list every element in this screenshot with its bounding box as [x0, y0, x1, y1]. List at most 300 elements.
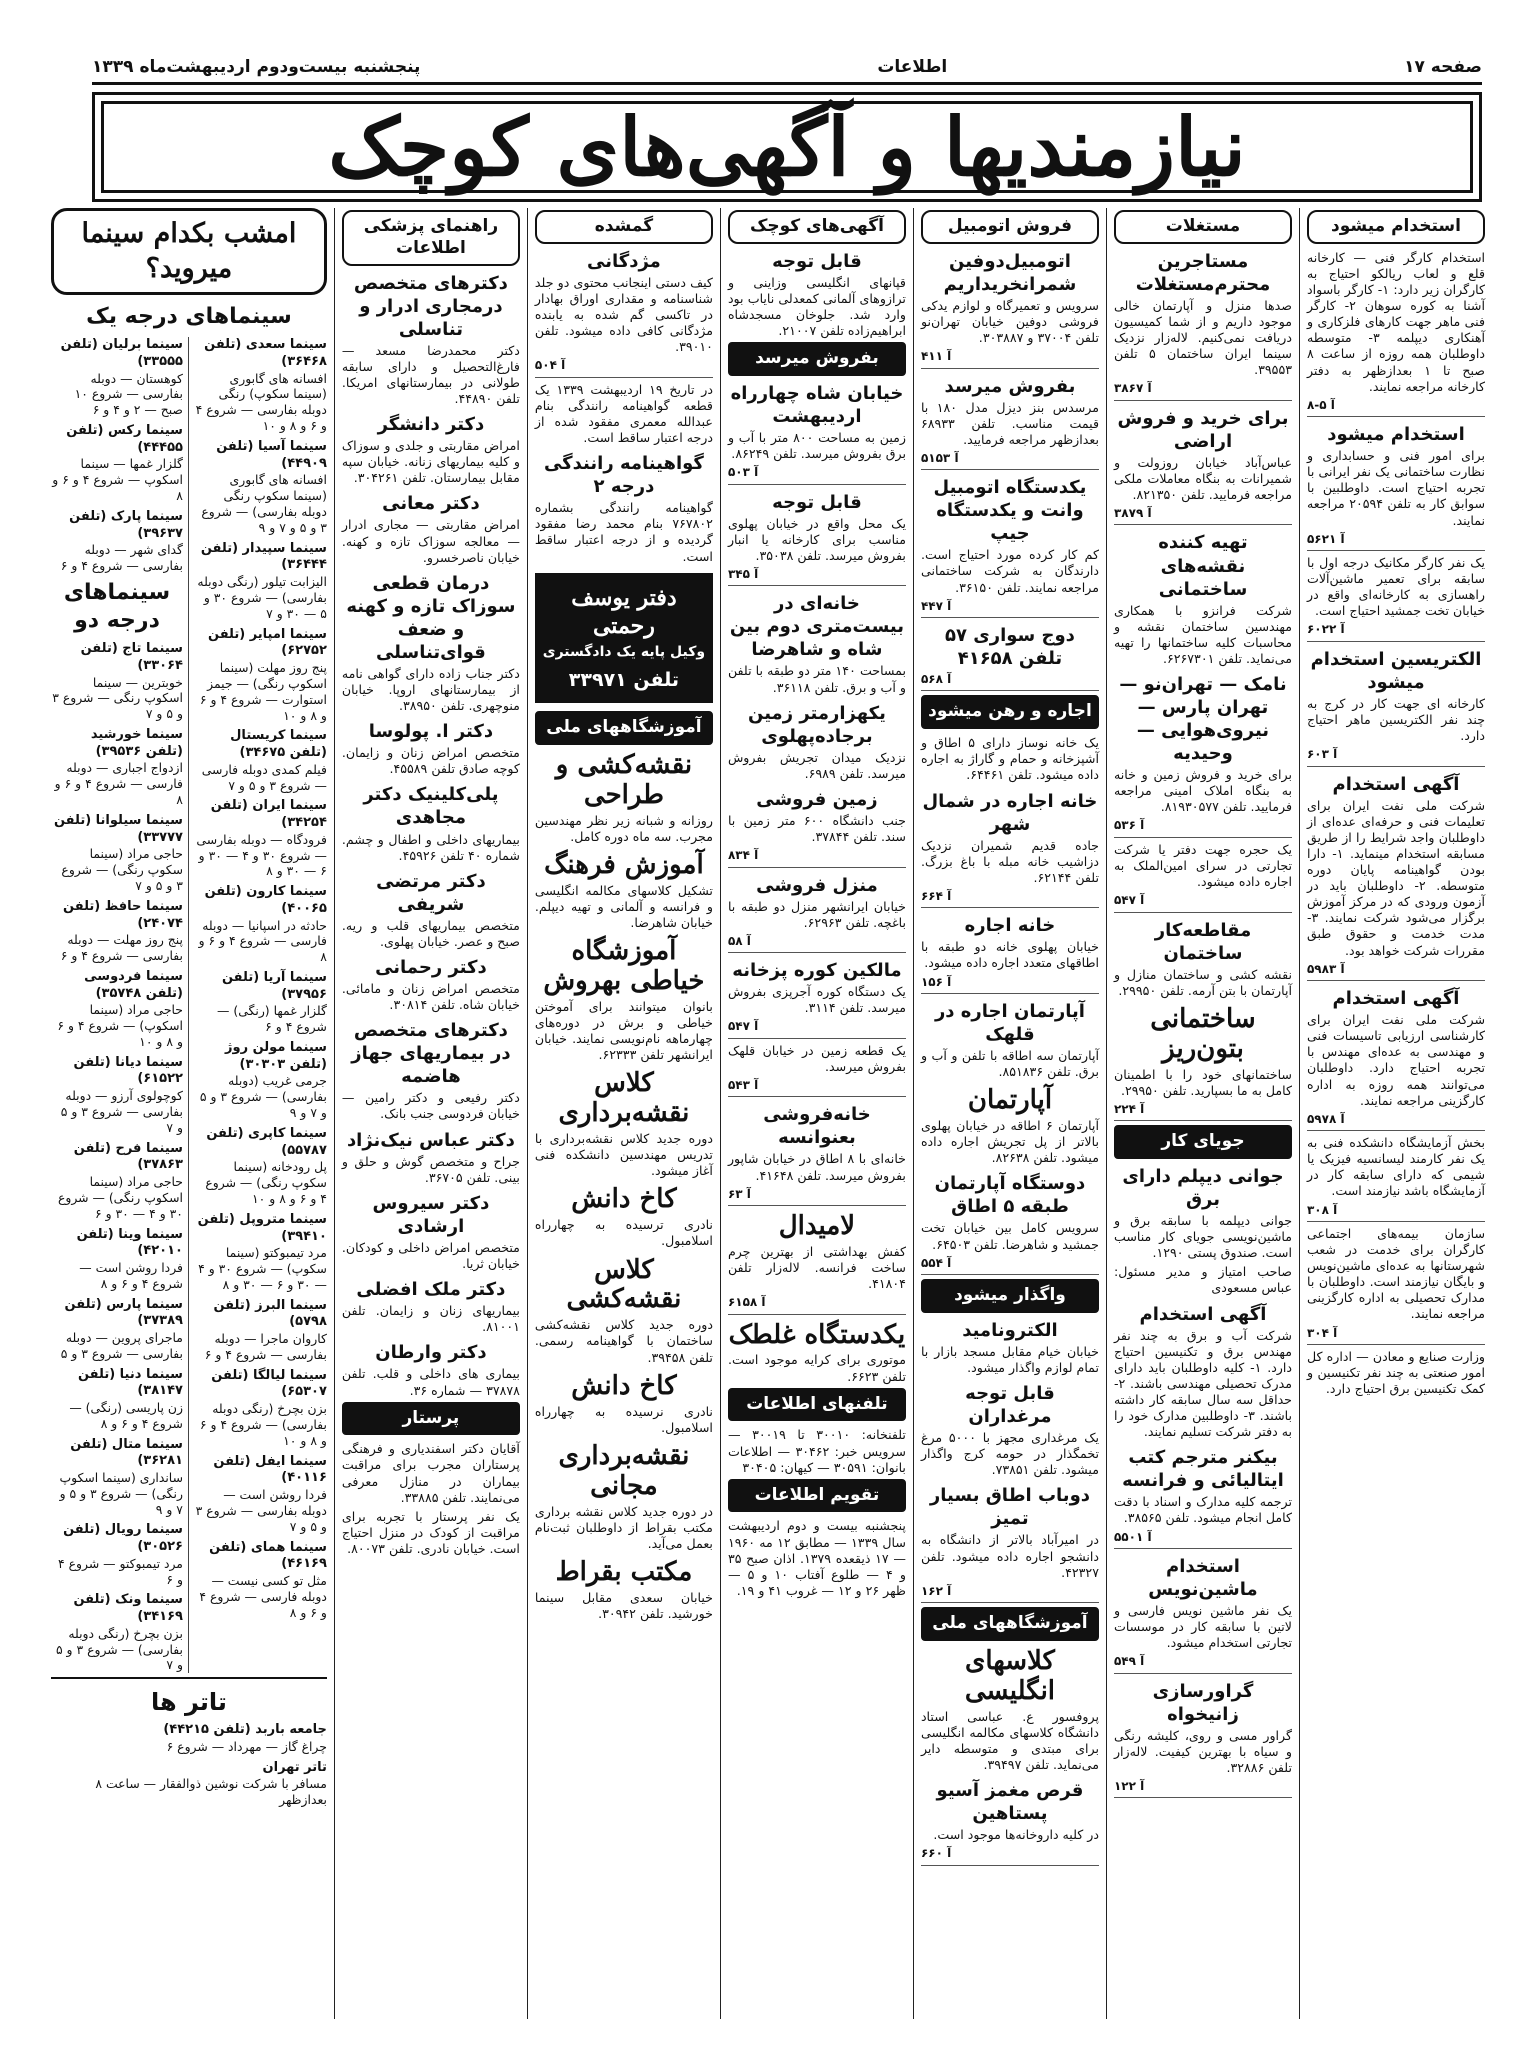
cinema-listing — [195, 439, 327, 536]
ad-headline: استخدام میشود — [1327, 424, 1465, 446]
ad-reference-code: ۵۰۳ آ — [728, 465, 906, 484]
ad-reference-code: ۳۸۷۹ آ — [1114, 506, 1292, 525]
ad-reference-code: ۵۶۲۱ آ — [1307, 532, 1485, 551]
cinema-showing: بزن بچرخ (رنگی دوبله بفارسی) — شروع ۳ و ۵ و ۷ — [55, 1625, 183, 1673]
issue-date: پنجشنبه بیست‌ودوم اردیبهشت‌ماه ۱۳۳۹ — [92, 57, 421, 77]
cinema-showing: حادثه در اسپانیا — دوبله فارسی — شروع ۴ و ۶ و ۸ — [198, 917, 327, 965]
cinema-listing — [51, 727, 183, 808]
ad-reference-code: ۵۵۴ آ — [921, 1256, 1099, 1275]
ad-display-headline: یکدستگاه غلطک — [728, 1319, 906, 1350]
cinema-showing: کوچولوی آرزو — دوبله بفارسی — شروع ۳ و ۵ و ۷ — [60, 1088, 183, 1135]
classified-ad-text: صدها منزل و آپارتمان خالی موجود داریم و از شما کمیسیون دریافت نمی‌کنیم. لاله‌زار نزدیک سینما ایران ساختمان ۵ تلفن ۳۹۵۵۳. — [1113, 297, 1292, 378]
paper-name: اطلاعات — [877, 57, 948, 77]
cinema-showing: حاجی مراد (سینما اسکوپ) — شروع ۴ و ۶ و ۸ و ۱۰ — [57, 1002, 183, 1049]
classifieds-banner — [92, 92, 1482, 202]
cinema-listing — [195, 1126, 327, 1207]
classified-ad-text: پروفسور ع. عباسی استاد دانشگاه کلاسهای مکالمه انگلیسی برای مبتدی و متوسطه دایر می‌نماید. تلفن ۳۹۴۹۷. — [920, 1708, 1099, 1772]
ad-reference-code: ۴۴۷ آ — [921, 599, 1099, 618]
ad-headline: مژدگانی — [587, 250, 661, 272]
boxed-ad-title: وکیل پایه یک دادگستری — [542, 643, 706, 660]
cinema-listing — [195, 1298, 327, 1363]
ad-headline: استخدام ماشین‌نویس — [1148, 1555, 1258, 1600]
page-number: صفحه ۱۷ — [1404, 57, 1482, 77]
cinema-listing — [51, 337, 183, 418]
banner-title: نیازمندیها و آگهی‌های کوچک — [328, 100, 1246, 194]
ad-reference-code: ۱۵۶ آ — [921, 975, 1099, 994]
classified-ad-text: بخش آزمایشگاه دانشکده فنی به یک نفر کارمند لیسانسیه فیزیک یا شیمی که دارای سابقه کار در آزمایشگاه باشد نیازمند است. — [1306, 1135, 1485, 1199]
column-4 — [720, 208, 913, 2019]
ad-display-headline: مکتب بقراط — [555, 1556, 693, 1587]
ad-headline: دکترهای متخصص درمجاری ادرار و تناسلی — [353, 272, 508, 340]
ad-reference-code: ۵۴۷ آ — [728, 1019, 906, 1038]
cinema-name: سینما مولن روژ (تلفن ۳۰۳۰۳) — [225, 1040, 327, 1072]
ad-headline: دکتر ملک افضلی — [356, 1279, 506, 1301]
classified-ad-text: گراور مسی و روی، کلیشه رنگی و سیاه با بهترین کیفیت. لاله‌زار تلفن ۳۲۸۸۶. — [1113, 1727, 1292, 1775]
cinema-showing: حاجی مراد (سینما اسکوپ رنگی) — شروع ۳۰ و ۴ — ۳۰ و ۶ — [57, 1173, 183, 1221]
ad-reference-code: ۶۳ آ — [728, 1187, 906, 1206]
cinema-listing — [51, 1437, 183, 1518]
ad-headline: خانه اجاره در شمال شهر — [922, 790, 1098, 835]
ad-display-headline: نقشه‌کشی و طراحی — [555, 749, 693, 810]
section-heading: آموزشگاههای ملی — [535, 711, 713, 745]
column-section-heading: فروش اتومبیل — [921, 210, 1099, 244]
ad-headline: جوانی دیپلم دارای برق — [1122, 1165, 1284, 1210]
classified-ad-text: آپارتمان ۶ اطاقه در خیابان پهلوی بالاتر از پل تجریش اجاره داده میشود. تلفن ۸۲۶۳۸. — [920, 1118, 1099, 1166]
classified-ad-text: سرویس کامل بین خیابان تخت جمشید و شاهرضا. تلفن ۶۴۵۰۳. — [920, 1220, 1099, 1252]
classified-ad-text: دکتر جناب زاده دارای گواهی نامه از بیمارستانهای اروپا. خیابان منوچهری. تلفن ۳۸۹۵۰. — [341, 665, 520, 714]
classified-ad-text: شرکت فرانزو با همکاری مهندسین ساختمان نقشه و محاسبات کلیه ساختمانها را تهیه می‌نماید. تلفن ۶۲۶۷۳۰۱. — [1113, 602, 1292, 666]
ad-reference-code: ۱۶۲ آ — [921, 1584, 1099, 1603]
cinema-listing — [51, 899, 183, 964]
cinema-showing: جرمی غریب (دوبله بفارسی) — شروع ۳ و ۵ و ۷ و ۹ — [199, 1073, 327, 1121]
classified-ad-text: نقشه کشی و ساختمان منازل و آپارتمان با بتن آرمه. تلفن ۲۹۹۵۰. — [1113, 966, 1292, 998]
cinema-class-heading: سینماهای درجه یک — [86, 304, 292, 330]
cinema-name: سینما سعدی (تلفن ۳۶۴۶۸) — [204, 337, 327, 369]
ad-display-headline: کلاس نقشه‌کشی — [566, 1254, 682, 1315]
cinema-name: سینما کارون (تلفن ۴۰۰۶۵) — [204, 884, 327, 916]
ad-reference-code: ۳۴۵ آ — [728, 567, 906, 586]
ad-headline: نامک — تهران‌نو — تهران پارس — نیروی‌هوایی — وحیدیه — [1119, 674, 1287, 765]
ad-headline: آگهی استخدام — [1332, 773, 1460, 795]
cinema-name: سینما دیانا (تلفن ۶۱۵۲۲) — [73, 1054, 183, 1087]
column-2 — [1106, 208, 1299, 2019]
ad-reference-code: ۵۸ آ — [728, 934, 906, 953]
ad-headline: قابل توجه — [772, 250, 862, 272]
classified-ad-text: بیماری های داخلی و قلب. تلفن ۳۷۸۷۸ — شماره ۳۶. — [341, 1366, 520, 1398]
ad-reference-code: ۶۱۵۸ آ — [728, 1295, 906, 1314]
classified-ad-text: در تاریخ ۱۹ اردیبهشت ۱۳۳۹ یک قطعه گواهینامه رانندگی بنام عبدالله معمری مفقود شده از درجه اعتبار ساقط است. — [534, 381, 713, 446]
column-section-heading: استخدام میشود — [1307, 210, 1485, 244]
classified-ad-text: خیابان سعدی مقابل سینما خورشید. تلفن ۳۰۹۴۲. — [534, 1589, 713, 1621]
cinema-name: سینما سیلوانا (تلفن ۳۳۷۷۷) — [53, 813, 183, 845]
ad-headline: دکتر مرتضی شریفی — [376, 870, 486, 915]
cinema-listing — [51, 509, 183, 574]
classified-ad-text: گواهینامه رانندگی بشماره ۷۶۷۸۰۲ بنام محمد رضا مفقود گردیده و از درجه اعتبار ساقط است. — [534, 500, 713, 564]
ad-headline: دوستگاه آپارتمان طبقه ۵ اطاق — [934, 1173, 1086, 1218]
ad-headline: دکتر رحمانی — [375, 957, 487, 979]
cinema-listing — [51, 1055, 183, 1136]
ad-reference-code: ۵۶۸ آ — [921, 672, 1099, 691]
ad-reference-code: ۵۱۵۳ آ — [921, 451, 1099, 470]
ad-headline: یکدستگاه اتومبیل وانت و یکدستگاه جیپ — [933, 477, 1087, 545]
ad-display-headline: آموزش فرهنگ — [544, 849, 704, 880]
cinema-name: سینما پارک (تلفن ۳۹۶۳۷) — [69, 509, 183, 541]
cinema-listing — [51, 1227, 183, 1292]
classified-ad-text: شرکت ملی نفت ایران برای کارشناسی ارزیابی تاسیسات فنی و مهندسی به عده‌ای مهندس با تجربه احتیاج دارد. داوطلبان می‌توانند همه روزه به اداره کارگزینی مراجعه نمایند. — [1306, 1012, 1485, 1108]
classified-ad-text: برای خرید و فروش زمین و خانه به بنگاه املاک امینی مراجعه فرمایید. تلفن ۸۱۹۳۰۵۷۷. — [1113, 767, 1292, 815]
classified-ad-text: در امیرآباد بالاتر از دانشگاه به دانشجو اجاره داده میشود. تلفن ۴۲۳۲۷. — [920, 1532, 1099, 1580]
ad-display-headline: کلاسهای انگلیسی — [964, 1645, 1056, 1706]
section-heading: بفروش میرسد — [728, 342, 906, 376]
classified-ad-text: متخصص امراض داخلی و کودکان. خیابان ثریا. — [341, 1239, 520, 1271]
ad-headline: دوج سواری ۵۷ تلفن ۴۱۶۵۸ — [944, 625, 1075, 670]
classified-ad-text: ترجمه کلیه مدارک و اسناد با دقت کامل انجام میشود. تلفن ۳۸۵۶۵. — [1113, 1494, 1292, 1526]
cinema-listing — [51, 1297, 183, 1362]
page-header-line — [92, 52, 1482, 85]
classified-ad-text: شرکت ملی نفت ایران برای تعلیمات فنی و حرفه‌ای عده‌ای از داوطلبان واجد شرایط را از طریق مسابقه استخدام مینماید. ۱- دارا بودن گواهینامه پایان دوره متوسطه. ۲- داوطلبان باید در آزمون ورودی که در مرکز آموزش برگزار می‌شود شرکت نمایند. ۳- مدت خدمت و حقوق طبق مقررات شرکت خواهد بود. — [1306, 797, 1485, 958]
classified-ad-text: یک خانه نوساز دارای ۵ اطاق و آشپزخانه و حمام و گاراژ به اجاره داده میشود. تلفن ۶۴۴۶۱. — [920, 735, 1099, 783]
ad-headline: دکتر دانشگر — [377, 414, 485, 436]
theatre-showing: مسافر با شرکت نوشین ذوالفقار — ساعت ۸ بعدازظهر — [95, 1776, 327, 1808]
cinema-showing: پنج روز مهلت (سینما اسکوپ رنگی) — جیمز استوارت — شروع ۴ و ۶ و ۸ و ۱۰ — [199, 659, 327, 723]
boxed-ad-name: دفتر یوسف رحمتی — [571, 584, 677, 639]
ad-headline: الکتریسین استخدام میشود — [1310, 648, 1482, 693]
cinema-name: سینما فرح (تلفن ۳۷۸۶۳) — [73, 1140, 183, 1173]
cinema-listing — [195, 1540, 327, 1621]
classified-ad-text: یک نفر ماشین نویس فارسی و لاتین با سابقه کار در موسسات تجارتی استخدام میشود. — [1113, 1603, 1292, 1651]
cinema-showing: گلزار غمها — سینما اسکوپ — شروع ۴ و ۶ و ۸ — [52, 456, 183, 504]
ad-headline: مالکین کوره پزخانه — [732, 960, 902, 982]
theatre-listing — [51, 1722, 327, 1755]
ad-reference-code: ۵۵۰۱ آ — [1114, 1530, 1292, 1549]
ad-headline: دوباب اطاق بسیار تمیز — [929, 1485, 1090, 1530]
cinema-listings — [51, 337, 327, 1673]
cinema-showing: مثل تو کسی نیست — دوبله فارسی — شروع ۴ و ۶ و ۸ — [199, 1572, 327, 1620]
classified-ad-text: ساختمانهای خود را با اطمینان کامل به ما بسپارید. تلفن ۲۹۹۵۰. — [1113, 1066, 1292, 1098]
ad-headline: دکترهای متخصص در بیماریهای جهاز هاضمه — [351, 1020, 511, 1088]
cinema-name: سینما دنیا (تلفن ۳۸۱۴۷) — [77, 1366, 183, 1399]
cinema-listing — [195, 798, 327, 879]
classified-ad-text: جراح و متخصص گوش و حلق و بینی. تلفن ۳۶۷۰۵. — [341, 1153, 520, 1185]
classified-ad-text: سرویس و تعمیرگاه و لوازم یدکی فروشی دوفین خیابان تهران‌نو تلفن ۳۷۰۰۴ و ۳۰۳۸۸۷. — [920, 297, 1099, 346]
classified-ad-text: آپارتمان سه اطاقه با تلفن و آب و برق. تلفن ۸۵۱۸۳۶. — [920, 1047, 1099, 1080]
classified-ad-text: صاحب امتیاز و مدیر مسئول: عباس مسعودی — [1113, 1264, 1292, 1296]
ad-headline: گراورسازی زانیخواه — [1152, 1680, 1254, 1725]
cinema-listing — [195, 1040, 327, 1121]
classified-ad-text: کارخانه ای جهت کار در کرج به چند نفر الکتریسین ماهر احتیاج دارد. — [1306, 695, 1485, 744]
section-heading: واگذار میشود — [921, 1279, 1099, 1313]
classified-ad-text: زمین به مساحت ۸۰۰ متر با آب و برق بفروش میرسد. تلفن ۸۶۲۴۹. — [727, 430, 906, 462]
ad-headline: خانه‌فروشی بعنوانسه — [763, 1104, 871, 1149]
classified-ad-text: امراض مقاربتی و جلدی و سوزاک و کلیه بیماریهای زنانه. خیابان سپه مقابل بیمارستان. تلفن ۳۰۴۲۶۱. — [341, 438, 520, 486]
ad-display-headline: آموزشگاه خیاطی بهروش — [543, 936, 705, 997]
classified-ad-text: روزانه و شبانه زیر نظر مهندسین مجرب. سه ماه دوره کامل. — [534, 812, 713, 844]
cinema-name: سینما کریستال (تلفن ۳۴۶۷۵) — [230, 728, 327, 760]
classified-ad-text: دکتر محمدرضا مسعد — فارغ‌التحصیل و دارای سابقه طولانی در بیمارستانهای امریکا. تلفن ۴۴۸۹۰. — [341, 342, 520, 406]
ad-headline: بیکنر مترجم کتب ایتالیائی و فرانسه — [1122, 1447, 1284, 1492]
classified-ad-text: یک نفر پرستار با تجربه برای مراقبت از کودک در منزل احتیاج است. خیابان نادری. تلفن ۸۰۰۷۳. — [341, 1508, 520, 1557]
cinema-showing: فردا روشن است — دوبله بفارسی — شروع ۳ و ۵ و ۷ — [195, 1486, 327, 1534]
cinema-showing: کاروان ماجرا — دوبله بفارسی — شروع ۴ و ۶ — [204, 1331, 327, 1362]
cinema-listing — [51, 1367, 183, 1432]
cinema-showing: بزن بچرخ (رنگی دوبله بفارسی) — شروع ۴ و ۶ و ۸ و ۱۰ — [199, 1401, 327, 1448]
cinema-name: سینما رویال (تلفن ۳۰۵۲۶) — [63, 1522, 183, 1555]
cinema-name: سینما ایران (تلفن ۳۴۲۵۴) — [210, 798, 327, 830]
classified-ad-text: دوره جدید کلاس نقشه‌برداری با تدریس مهندسین دانشکده فنی آغاز میشود. — [534, 1131, 713, 1179]
cinema-showing: پل رودخانه (سینما سکوپ رنگی) — شروع ۴ و ۶ و ۸ و ۱۰ — [205, 1159, 327, 1206]
cinema-showing: مرد تیمبوکتو — شروع ۴ و ۶ — [58, 1555, 183, 1587]
cinema-listing — [195, 627, 327, 724]
cinema-name: سینما رکس (تلفن ۴۴۴۵۵) — [66, 423, 183, 455]
classified-ad-text: موتوری برای کرایه موجود است. تلفن ۶۶۲۳. — [727, 1352, 906, 1384]
ad-headline: پلی‌کلینیک دکتر مجاهدی — [363, 784, 499, 829]
classified-ad-text: نادری ترسیده به چهارراه اسلامبول. — [534, 1217, 713, 1249]
section-heading: جویای کار — [1114, 1125, 1292, 1159]
cinema-showing: مرد تیمبوکتو (سینما سکوپ) — شروع ۳۰ و ۴ — ۳۰ و ۶ — ۳۰ و ۸ — [198, 1245, 327, 1292]
cinema-listing — [195, 1368, 327, 1449]
classified-ad-text: خانه‌ای با ۸ اطاق در خیابان شاپور بفروش میرسد. تلفن ۴۱۶۴۸. — [727, 1151, 906, 1183]
column-section-heading: گمشده — [535, 210, 713, 244]
classified-ad-text: برای امور فنی و حسابداری و نظارت ساختمانی یک نفر ایرانی با تجربه احتیاج است. داوطلبین با سوابق کار به تلفن ۲۰۵۹۴ مراجعه نمایند. — [1306, 448, 1485, 528]
classified-ad-text: دوره جدید کلاس نقشه‌کشی ساختمان با گواهینامه رسمی. تلفن ۳۹۴۵۸. — [534, 1317, 713, 1365]
ad-reference-code: ۳۰۸ آ — [1307, 1203, 1485, 1222]
theatres-heading: تاتر ها — [150, 1688, 227, 1717]
classified-ad-text: جوانی دیپلمه با سابقه برق و ماشین‌نویسی جویای کار مناسب است. صندوق پستی ۱۲۹۰. — [1113, 1212, 1292, 1261]
classified-ad-text: تشکیل کلاسهای مکالمه انگلیسی و فرانسه و آلمانی و تهیه دیپلم. خیابان شاهرضا. — [534, 882, 713, 931]
classified-ad-text: سازمان بیمه‌های اجتماعی کارگران برای خدمت در شعب شهرستانها به عده‌ای ماشین‌نویس و بایگان نیازمند است. داوطلبان با مدارک تحصیلی به اداره کارگزینی مراجعه نمایند. — [1306, 1225, 1485, 1322]
column-section-heading: آگهی‌های کوچک — [728, 210, 906, 244]
cinema-name: سینما سپیدار (تلفن ۳۶۴۴۴) — [200, 540, 327, 573]
ad-headline: تهیه کننده نقشه‌های ساختمانی — [1158, 532, 1248, 600]
cinema-guide-title: امشب بکدام سینما میروید؟ — [51, 208, 327, 295]
ad-headline: گواهینامه رانندگی درجه ۲ — [543, 453, 704, 498]
ad-headline: آگهی استخدام — [1332, 988, 1460, 1010]
ad-headline: قابل توجه مرغداران — [965, 1383, 1055, 1428]
classified-ad-text: خیابان خیام مقابل مسجد بازار با تمام لوازم واگذار میشود. — [920, 1343, 1099, 1375]
ad-headline: دکتر سیروس ارشادی — [372, 1192, 490, 1237]
classified-ad-text: پنجشنبه بیست و دوم اردیبهشت سال ۱۳۳۹ — مطابق ۱۲ مه ۱۹۶۰ — ۱۷ ذیقعده ۱۳۷۹. اذان صبح ۳۵ و ۴ — طلوع آفتاب ۱۰ و ۵ — ظهر ۲۶ و ۱۲ — غروب ۴۱ و ۱۹. — [727, 1518, 906, 1598]
cinema-showing: الیزابت تیلور (رنگی دوبله بفارسی) — شروع ۳۰ و ۵ — ۳۰ و ۷ — [197, 574, 327, 621]
classified-ad-text: جاده قدیم شمیران نزدیک دزاشیب خانه مبله با باغ بزرگ. تلفن ۶۲۱۴۴. — [920, 837, 1099, 885]
ad-display-headline: نقشه‌برداری مجانی — [558, 1440, 690, 1501]
cinema-name: سینما آسیا (تلفن ۴۴۹۰۹) — [216, 439, 327, 471]
ad-reference-code: ۵۰۴ آ — [535, 358, 713, 377]
cinema-listing — [195, 728, 327, 793]
cinema-showing: گدای شهر — دوبله بفارسی — شروع ۴ و ۶ — [60, 542, 183, 574]
cinema-name: سینما همای (تلفن ۴۶۱۶۹) — [209, 1539, 327, 1572]
ad-display-headline: کاخ دانش — [571, 1370, 677, 1401]
ad-headline: زمین فروشی — [756, 788, 878, 810]
section-rule — [51, 1677, 327, 1679]
ad-display-headline: ساختمانی بتون‌ریز — [1150, 1003, 1256, 1064]
ad-display-headline: کلاس نقشه‌برداری — [558, 1068, 690, 1129]
ad-reference-code: ۳۸۶۷ آ — [1114, 381, 1292, 400]
cinema-listing — [195, 884, 327, 965]
cinema-showing: افسانه های گابوری (سینما سکوپ) رنگی دوبله بفارسی — شروع ۴ و ۶ و ۸ و ۱۰ — [195, 370, 327, 434]
ad-reference-code: ۵۳۶ آ — [1114, 818, 1292, 837]
cinema-name: سینما آریا (تلفن ۳۷۹۵۶) — [221, 970, 327, 1002]
ad-reference-code: ۶۰۳ آ — [1307, 747, 1485, 766]
cinema-listing — [195, 1212, 327, 1293]
classified-ad-text: یک نفر کارگر مکانیک درجه اول با سابقه برای تعمیر ماشین‌آلات راهسازی به کارخانه‌ای واقع در خیابان تخت جمشید احتیاج است. — [1306, 555, 1485, 619]
ad-headline: اتومبیل‌دوفین شمرانخریداریم — [943, 250, 1077, 295]
cinema-listing — [51, 641, 183, 722]
ad-headline: برای خرید و فروش اراضی — [1117, 407, 1289, 452]
cinema-name: سینما حافظ (تلفن ۲۴۰۷۴) — [63, 898, 183, 931]
cinema-showing: زن پاریسی (رنگی) — شروع ۴ و ۶ و ۸ — [69, 1399, 183, 1431]
theatre-name: تاتر تهران — [262, 1759, 327, 1775]
ad-headline: منزل فروشی — [756, 874, 878, 896]
ad-headline: دکتر معانی — [382, 493, 480, 515]
cinema-listing — [51, 423, 183, 504]
ad-headline: خیابان شاه چهارراه اردیبهشت — [730, 382, 904, 427]
classified-ad-text: شرکت آب و برق به چند نفر مهندس برق و تکنیسین احتیاج دارد. ۱- کلیه داوطلبان باید دارای مدرک تحصیلی مهندسی باشند. ۲- حداقل سه سال سابقه کار داشته باشند. ۳- داوطلبین مدارک خود را به دفتر شرکت تسلیم نمایند. — [1113, 1327, 1292, 1440]
classified-ad-text: قپانهای انگلیسی وزاینی و ترازوهای آلمانی کمعدلی نایاب بود وارد شد. جلوخان مسجدشاه ابراهیم‌زاده تلفن ۲۱۰۰۷. — [727, 274, 906, 339]
theatre-name: جامعه باربد (تلفن ۴۴۲۱۵) — [163, 1722, 327, 1738]
cinema-showing: ازدواج اجباری — دوبله فارسی — شروع ۴ و ۶ و ۸ — [54, 760, 183, 808]
classified-ad-text: امراض مقاربتی — مجاری ادرار — معالجه سوزاک تازه و کهنه. خیابان ناصرخسرو. — [341, 517, 520, 565]
ad-reference-code: ۵۴۷ آ — [1114, 893, 1292, 912]
ad-headline: درمان قطعی سوزاک تازه و کهنه و ضعف قوای‌تناسلی — [346, 572, 516, 663]
column-section-heading: مستغلات — [1114, 210, 1292, 244]
ad-headline: الکترونامید — [962, 1319, 1058, 1341]
ad-headline: قرص مغمز آسیو پستاهین — [936, 1780, 1084, 1825]
classified-ad-text: یک حجره جهت دفتر یا شرکت تجارتی در سرای امین‌الملک به اجاره داده میشود. — [1113, 841, 1292, 890]
cinema-showing: گلزار غمها (رنگی) — شروع ۴ و ۶ — [217, 1003, 327, 1035]
section-heading: آموزشگاههای ملی — [921, 1607, 1099, 1641]
classified-ad-text: یک مرغداری مجهز با ۵۰۰۰ مرغ تخمگذار در حومه کرج واگذار میشود. تلفن ۷۳۸۵۱. — [920, 1430, 1099, 1478]
ad-reference-code: ۶۶۴ آ — [921, 889, 1099, 908]
cinema-name: سینما ونک (تلفن ۳۴۱۶۹) — [73, 1592, 183, 1625]
ad-reference-code: ۵۴۹ آ — [1114, 1654, 1292, 1673]
ad-headline: آپارتمان اجاره در قلهک — [934, 1000, 1085, 1045]
ad-reference-code: ۶۶۰ آ — [921, 1846, 1099, 1865]
classified-ad-text: نادری نرسیده به چهارراه اسلامبول. — [534, 1403, 713, 1435]
cinema-name: سینما لیالگا (تلفن ۶۵۳۰۷) — [211, 1367, 327, 1400]
boxed-lawyer-ad — [535, 573, 713, 704]
ad-headline: دکتر وارطان — [375, 1342, 487, 1364]
classified-ad-text: تلفنخانه: ۳۰۰۱۰ تا ۳۰۰۱۹ — سرویس خبر: ۳۰۴۶۲ — اطلاعات بانوان: ۳۰۵۹۱ — کیهان: ۳۰۴۰۵ — [727, 1427, 906, 1475]
classified-ad-text: آقایان دکتر اسفندیاری و فرهنگی پرستاران مجرب برای مراقبت بیماران در منازل معرفی می‌نمایند. تلفن ۳۳۸۸۵. — [341, 1441, 520, 1505]
classified-ad-text: خیابان ایرانشهر منزل دو طبقه با باغچه. تلفن ۶۲۹۶۳. — [727, 898, 906, 930]
cinema-listing — [51, 969, 183, 1050]
column-section-heading: راهنمای پزشکی اطلاعات — [342, 210, 520, 266]
cinema-name: سینما متال (تلفن ۳۶۲۸۱) — [70, 1436, 183, 1469]
cinema-showing: فردا روشن است — شروع ۴ و ۶ و ۸ — [79, 1259, 183, 1291]
column-1 — [1299, 208, 1492, 2019]
classified-ad-text: کفش بهداشتی از بهترین چرم ساخت فرانسه. لاله‌زار تلفن ۴۱۸۰۴. — [727, 1243, 906, 1292]
cinema-name: سینما کاپری (تلفن ۵۵۷۸۷) — [206, 1126, 327, 1158]
ad-headline: مستاجرین محترم‌مستغلات — [1135, 250, 1271, 295]
classified-ad-text: یک دستگاه کوره آجرپزی بفروش میرسد. تلفن ۳۱۱۴. — [727, 984, 906, 1016]
cinema-listing — [51, 813, 183, 894]
section-heading: تقویم اطلاعات — [728, 1479, 906, 1513]
classified-columns — [44, 208, 1492, 2019]
cinema-listing — [195, 541, 327, 622]
cinema-showing: فیلم کمدی دوبله فارسی — شروع ۳ و ۵ و ۷ — [201, 761, 327, 793]
ad-reference-code: ۶۰۲۲ آ — [1307, 622, 1485, 641]
classified-ad-text: بیماریهای زنان و زایمان. تلفن ۸۱۰۰۱. — [341, 1303, 520, 1335]
cinema-name: سینما تاج (تلفن ۳۳۰۶۴) — [80, 641, 183, 673]
classified-ad-text: مرسدس بنز دیزل مدل ۱۸۰ با قیمت مناسب. تلفن ۶۸۹۳۳ بعدازظهر مراجعه فرمایید. — [920, 399, 1099, 447]
classified-ad-text: یک محل واقع در خیابان پهلوی مناسب برای کارخانه یا انبار بفروش میرسد. تلفن ۳۵۰۳۸. — [727, 515, 906, 563]
cinema-class-heading-2: سینماهای درجه دو — [63, 580, 171, 634]
classified-ad-text: کم کار کرده مورد احتیاج است. دارندگان به شرکت ساختمانی مراجعه نمایند. تلفن ۳۶۱۵۰. — [920, 547, 1099, 595]
theatre-showing: چراغ گاز — مهرداد — شروع ۶ — [166, 1738, 327, 1754]
cinema-listing — [195, 1454, 327, 1535]
cinema-showing: افسانه های گابوری (سینما سکوپ رنگی دوبله بفارسی) — شروع ۳ و ۵ و ۷ و ۹ — [201, 472, 327, 535]
theatre-listing — [51, 1760, 327, 1808]
cinema-showing: پنج روز مهلت — دوبله بفارسی — شروع ۴ و ۶ — [60, 932, 183, 964]
cinema-listing — [51, 1141, 183, 1222]
cinema-listing — [195, 337, 327, 434]
section-heading: تلفنهای اطلاعات — [728, 1388, 906, 1422]
cinema-name: سینما وینا (تلفن ۴۲۰۱۰) — [76, 1226, 183, 1259]
classified-ad-text: بانوان میتوانند برای آموختن خیاطی و برش در دوره‌های چهارماهه نام‌نویسی نمایند. خیابان ایرانشهر تلفن ۶۲۳۳۳. — [534, 998, 713, 1063]
cinema-showing: خوبترین — سینما اسکوپ رنگی — شروع ۳ و ۵ و ۷ — [52, 674, 183, 722]
cinema-showing: سانداری (سینما اسکوپ رنگی) — شروع ۳ و ۵ و ۷ و ۹ — [59, 1469, 183, 1517]
ad-display-headline: آپارتمان — [967, 1085, 1053, 1116]
cinema-showing: ماجرای پروین — دوبله بفارسی — شروع ۳ و ۵ — [60, 1329, 183, 1361]
classified-ad-text: دکتر رفیعی و دکتر رامین — خیابان فردوسی جنب بانک. — [341, 1090, 520, 1122]
classified-ad-text: بمساحت ۱۴۰ متر دو طبقه با تلفن و آب و برق. تلفن ۳۶۱۱۸. — [727, 663, 906, 695]
classified-ad-text: استخدام کارگر فنی — کارخانه قلع و لعاب ریالکو احتیاج به کارگران زیر دارد: ۱- کارگر باسواد آشنا به کوره سوهان ۲- کارگر فنی ماهر جهت کارهای فلزکاری و آهنکاری دیپلمه ۳- متوسطه داوطلبان همه روزه از ساعت ۸ صبح تا ۱ بعدازظهر به دفتر کارخانه مراجعه نمایند. — [1306, 249, 1485, 394]
ad-reference-code: ۵۹۷۸ آ — [1307, 1112, 1485, 1131]
ad-reference-code: ۵۹۸۳ آ — [1307, 962, 1485, 981]
classified-ad-text: متخصص امراض زنان و زایمان. کوچه صادق تلفن ۴۵۵۸۹. — [341, 745, 520, 777]
ad-headline: بفروش میرسد — [944, 375, 1076, 397]
classified-ad-text: وزارت صنایع و معادن — اداره کل امور صنعتی به چند نفر تکنیسین و کمک تکنیسین برق احتیاج دارد. — [1306, 1348, 1485, 1397]
cinema-listing — [51, 1592, 183, 1673]
ad-display-headline: کاخ دانش — [571, 1184, 677, 1215]
ad-headline: خانه اجاره — [964, 915, 1056, 937]
ad-headline: دکتر ا. پولوسا — [368, 721, 494, 743]
column-6 — [334, 208, 527, 2019]
column-7 — [44, 208, 334, 2019]
cinema-showing: فرودگاه — دوبله بفارسی — شروع ۳۰ و ۴ — ۳۰ و ۶ — ۳۰ و ۸ — [196, 831, 327, 879]
classified-ad-text: یک قطعه زمین در خیابان قلهک بفروش میرسد. — [727, 1042, 906, 1074]
classified-ad-text: متخصص بیماریهای قلب و ریه. صبح و عصر. خیابان پهلوی. — [341, 917, 520, 949]
cinema-name: سینما متروپل (تلفن ۳۹۴۱۰) — [197, 1211, 327, 1244]
classified-ad-text: متخصص امراض زنان و مامائی. خیابان شاه. تلفن ۳۰۸۱۴. — [341, 981, 520, 1013]
cinema-name: سینما ایفل (تلفن ۴۰۱۱۶) — [213, 1453, 327, 1486]
cinema-name: سینما پارس (تلفن ۳۷۳۸۹) — [64, 1296, 183, 1329]
column-5 — [527, 208, 720, 2019]
ad-headline: یکهزارمتر زمین برجاده‌پهلوی — [748, 702, 886, 747]
ad-reference-code: ۴۱۱ آ — [921, 349, 1099, 368]
ad-headline: دکتر عباس نیک‌نژاد — [346, 1129, 515, 1151]
ad-headline: خانه‌ای در بیست‌متری دوم بین شاه و شاهرضا — [729, 593, 904, 661]
ad-headline: قابل توجه — [772, 491, 862, 513]
section-heading: پرستار — [342, 1402, 520, 1436]
classified-ad-text: در کلیه داروخانه‌ها موجود است. — [933, 1827, 1099, 1843]
cinema-name: سینما امپایر (تلفن ۶۲۷۵۲) — [208, 626, 327, 659]
cinema-showing: کوهستان — دوبله بفارسی — شروع ۱۰ صبح — ۲ و ۴ و ۶ — [74, 370, 183, 418]
cinema-listing — [195, 970, 327, 1035]
cinema-name: سینما خورشید (تلفن ۳۹۵۳۶) — [90, 727, 183, 759]
ad-reference-code: ۳۰۴ آ — [1307, 1326, 1485, 1345]
classified-ad-text: عباس‌آباد خیابان روزولت و شمیرانات به بنگاه معاملات ملکی مراجعه فرمایید. تلفن ۸۲۱۳۵۰. — [1113, 454, 1292, 502]
boxed-ad-phone: تلفن ۳۳۹۷۱ — [568, 668, 680, 691]
classified-ad-text: جنب دانشگاه ۶۰۰ متر زمین با سند. تلفن ۳۷۸۴۴. — [727, 812, 906, 845]
cinema-name: سینما البرز (تلفن ۵۷۹۸) — [213, 1297, 327, 1330]
ad-reference-code: ۲۲۴ آ — [1114, 1102, 1292, 1121]
classified-ad-text: کیف دستی اینجانب محتوی دو جلد شناسنامه و مقداری اوراق بهادار در تاکسی گم شده به یابنده مژدگانی کافی داده میشود. تلفن ۳۹۰۱۰. — [534, 274, 713, 355]
cinema-showing: حاجی مراد (سینما سکوپ رنگی) — شروع ۳ و ۵ و ۷ — [61, 846, 183, 894]
column-3 — [913, 208, 1106, 2019]
ad-reference-code: ۸-۵ آ — [1307, 398, 1485, 417]
ad-reference-code: ۸۳۴ آ — [728, 848, 906, 867]
